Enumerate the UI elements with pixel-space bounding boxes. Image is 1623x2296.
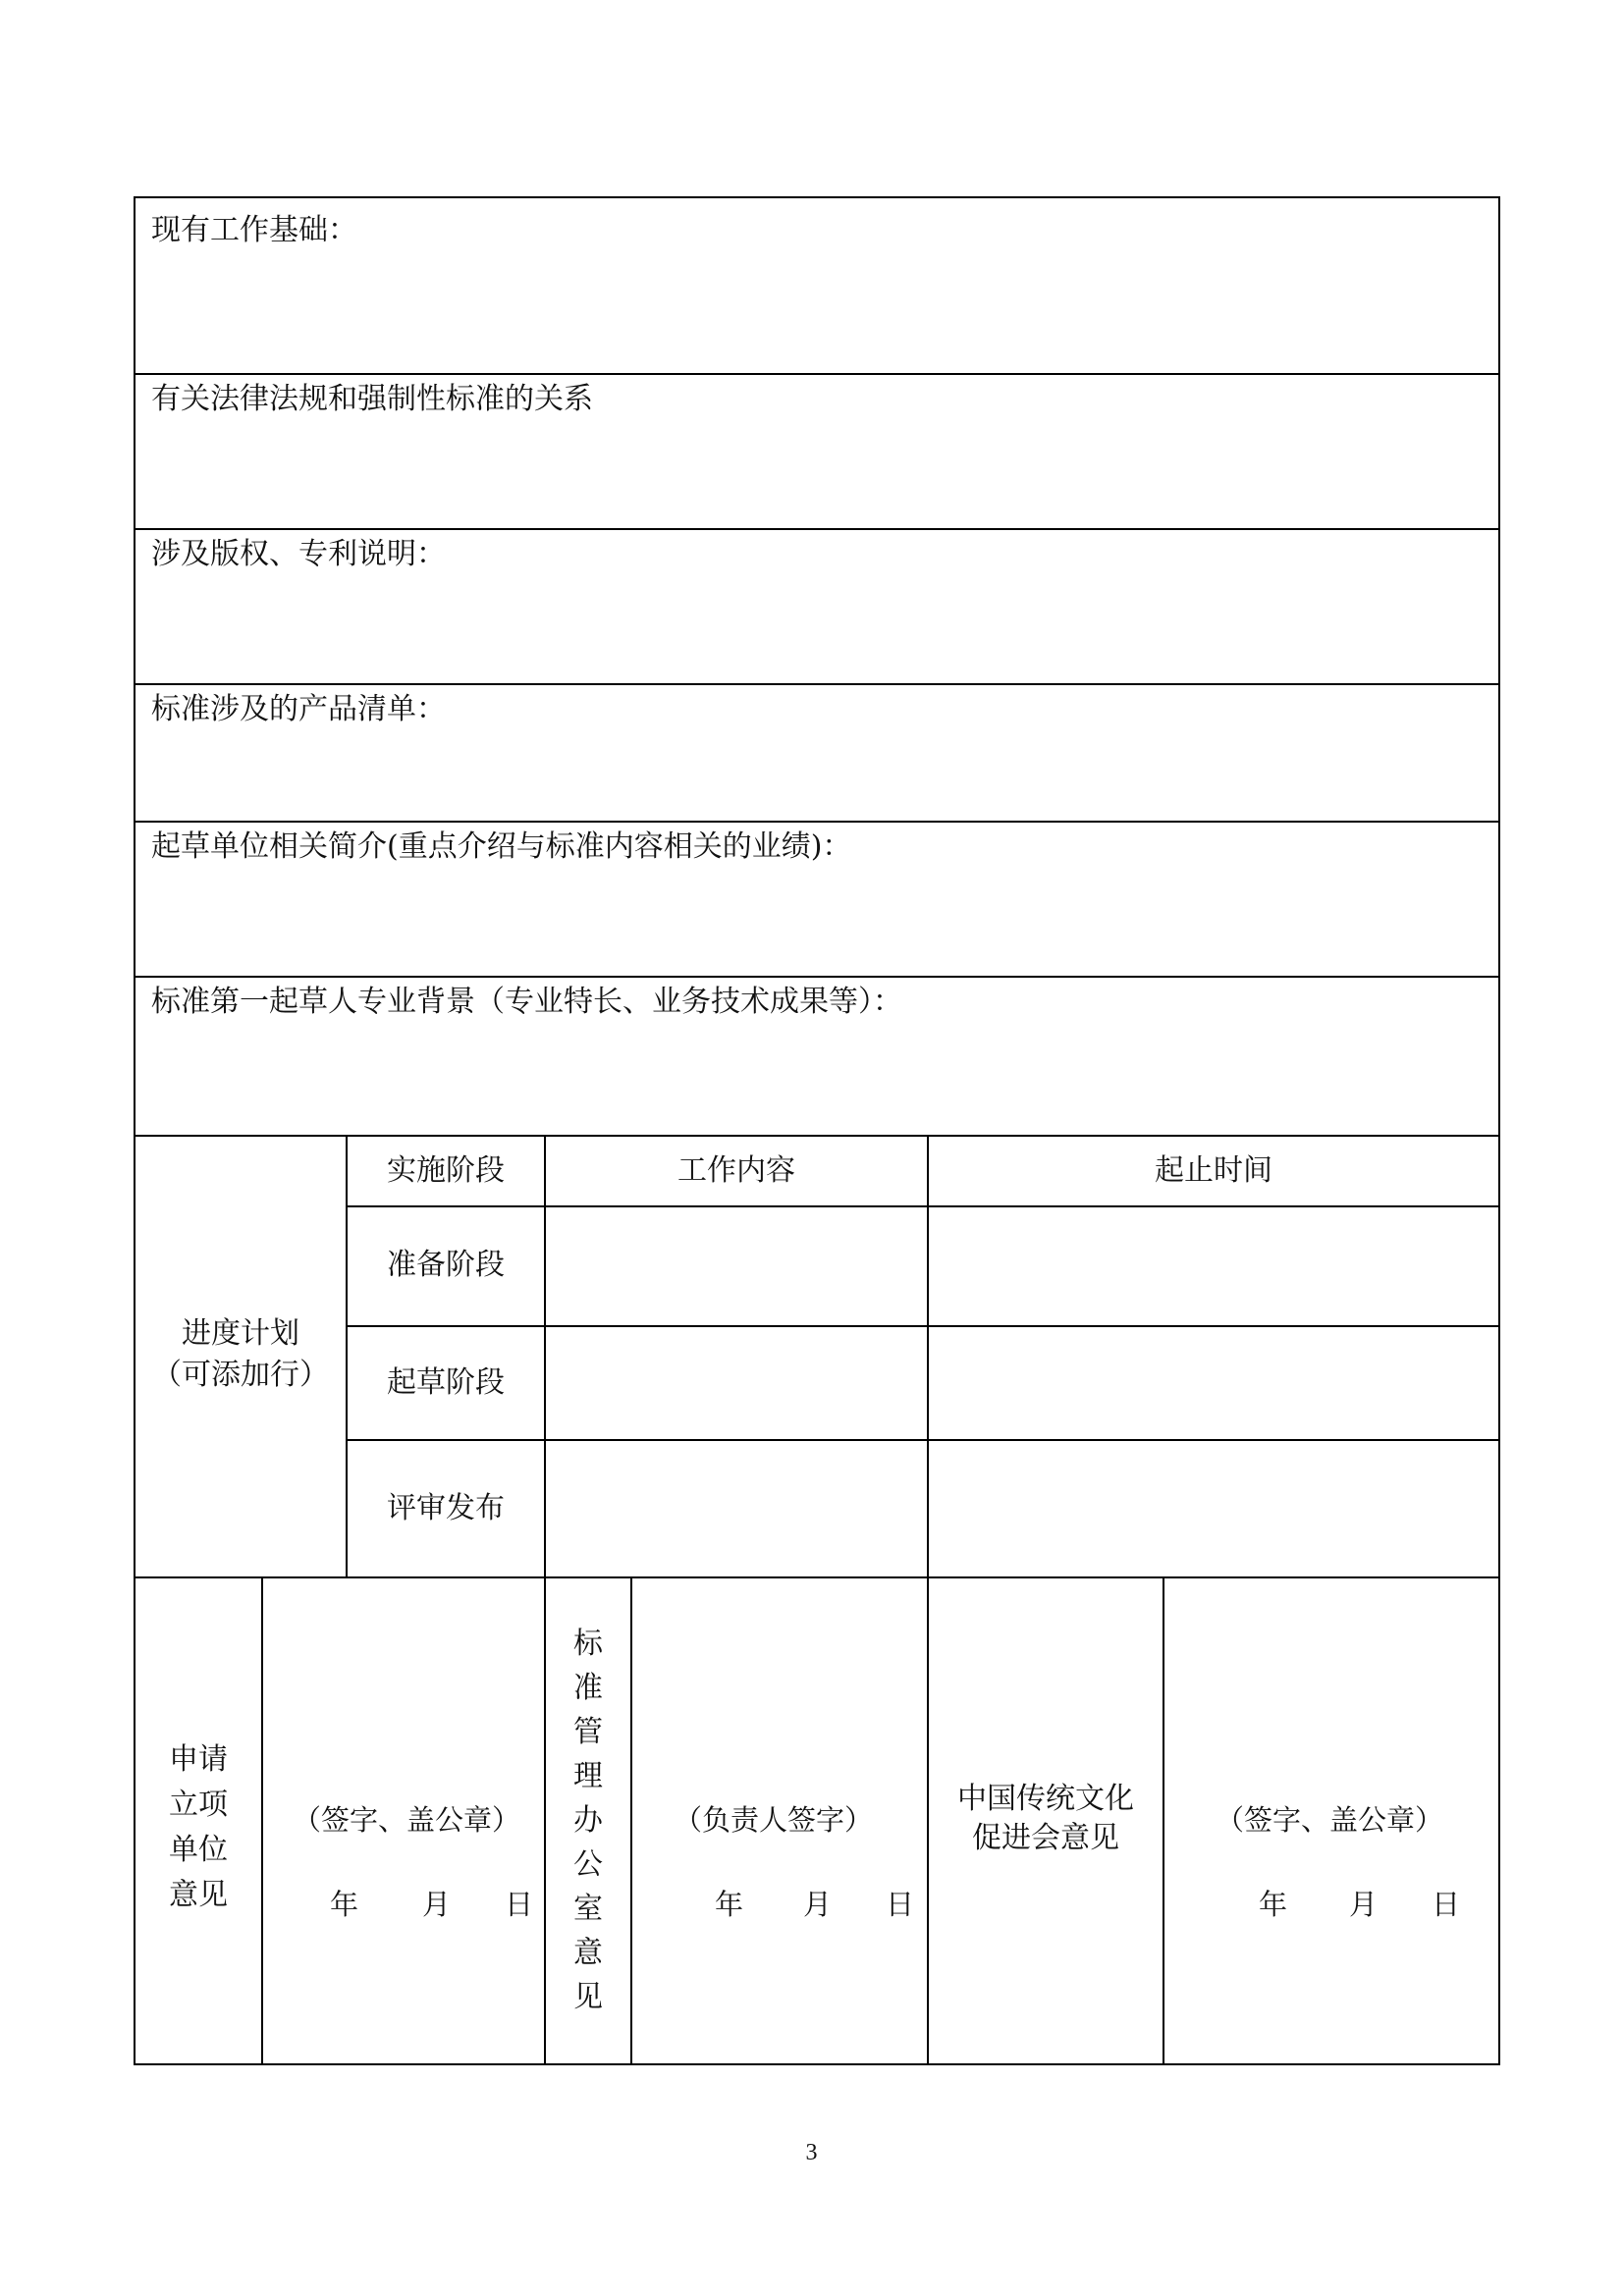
association-date: 年 月 日 [1259,1888,1461,1921]
schedule-stage-draft: 起草阶段 [387,1365,505,1400]
schedule-row-divider [346,1325,1498,1327]
page-number: 3 [805,2140,818,2165]
section-label-work-basis: 现有工作基础： [151,213,357,247]
association-opinion-label-2: 促进会意见 [972,1821,1119,1855]
row-divider [135,821,1498,823]
opinion-col-divider [1163,1576,1164,2063]
section-label-first-drafter-background: 标准第一起草人专业背景（专业特长、业务技术成果等）： [151,985,902,1019]
schedule-stage-review: 评审发布 [387,1491,505,1525]
row-divider [135,976,1498,978]
schedule-row-divider [346,1439,1498,1441]
schedule-label-note: （可添加行） [152,1358,329,1392]
schedule-col-divider [544,1135,546,1576]
schedule-header-time: 起止时间 [1155,1153,1272,1188]
schedule-row-divider [346,1205,1498,1207]
section-label-product-list: 标准涉及的产品清单： [151,692,446,726]
opinion-col-divider [261,1576,263,2063]
row-divider [135,683,1498,685]
section-label-copyright-patent: 涉及版权、专利说明： [151,537,446,571]
applicant-opinion-label: 申请 立项 单位 意见 [169,1742,228,1912]
opinion-col-divider [630,1576,632,2063]
row-divider [135,373,1498,375]
schedule-col-divider [927,1135,929,1576]
section-label-laws-regulations: 有关法律法规和强制性标准的关系 [151,382,593,416]
office-signature-note: （负责人签字） [674,1803,874,1837]
row-divider [135,528,1498,530]
applicant-date: 年 月 日 [330,1888,534,1921]
schedule-header-stage: 实施阶段 [387,1153,505,1188]
row-divider [135,1135,1498,1137]
section-label-drafting-unit-intro: 起草单位相关简介(重点介绍与标准内容相关的业绩)： [151,829,852,864]
association-opinion-label: 中国传统文化 [957,1782,1134,1816]
office-opinion-label: 标 准 管 理 办 公 室 意 见 [573,1627,603,2014]
application-form-table [134,196,1500,2065]
association-signature-note: （签字、盖公章） [1216,1803,1444,1837]
schedule-label: 进度计划 [182,1316,299,1351]
schedule-stage-prepare: 准备阶段 [387,1248,505,1282]
schedule-header-content: 工作内容 [677,1153,795,1188]
office-date: 年 月 日 [715,1888,915,1921]
row-divider [135,1576,1498,1578]
applicant-signature-note: （签字、盖公章） [293,1803,521,1837]
